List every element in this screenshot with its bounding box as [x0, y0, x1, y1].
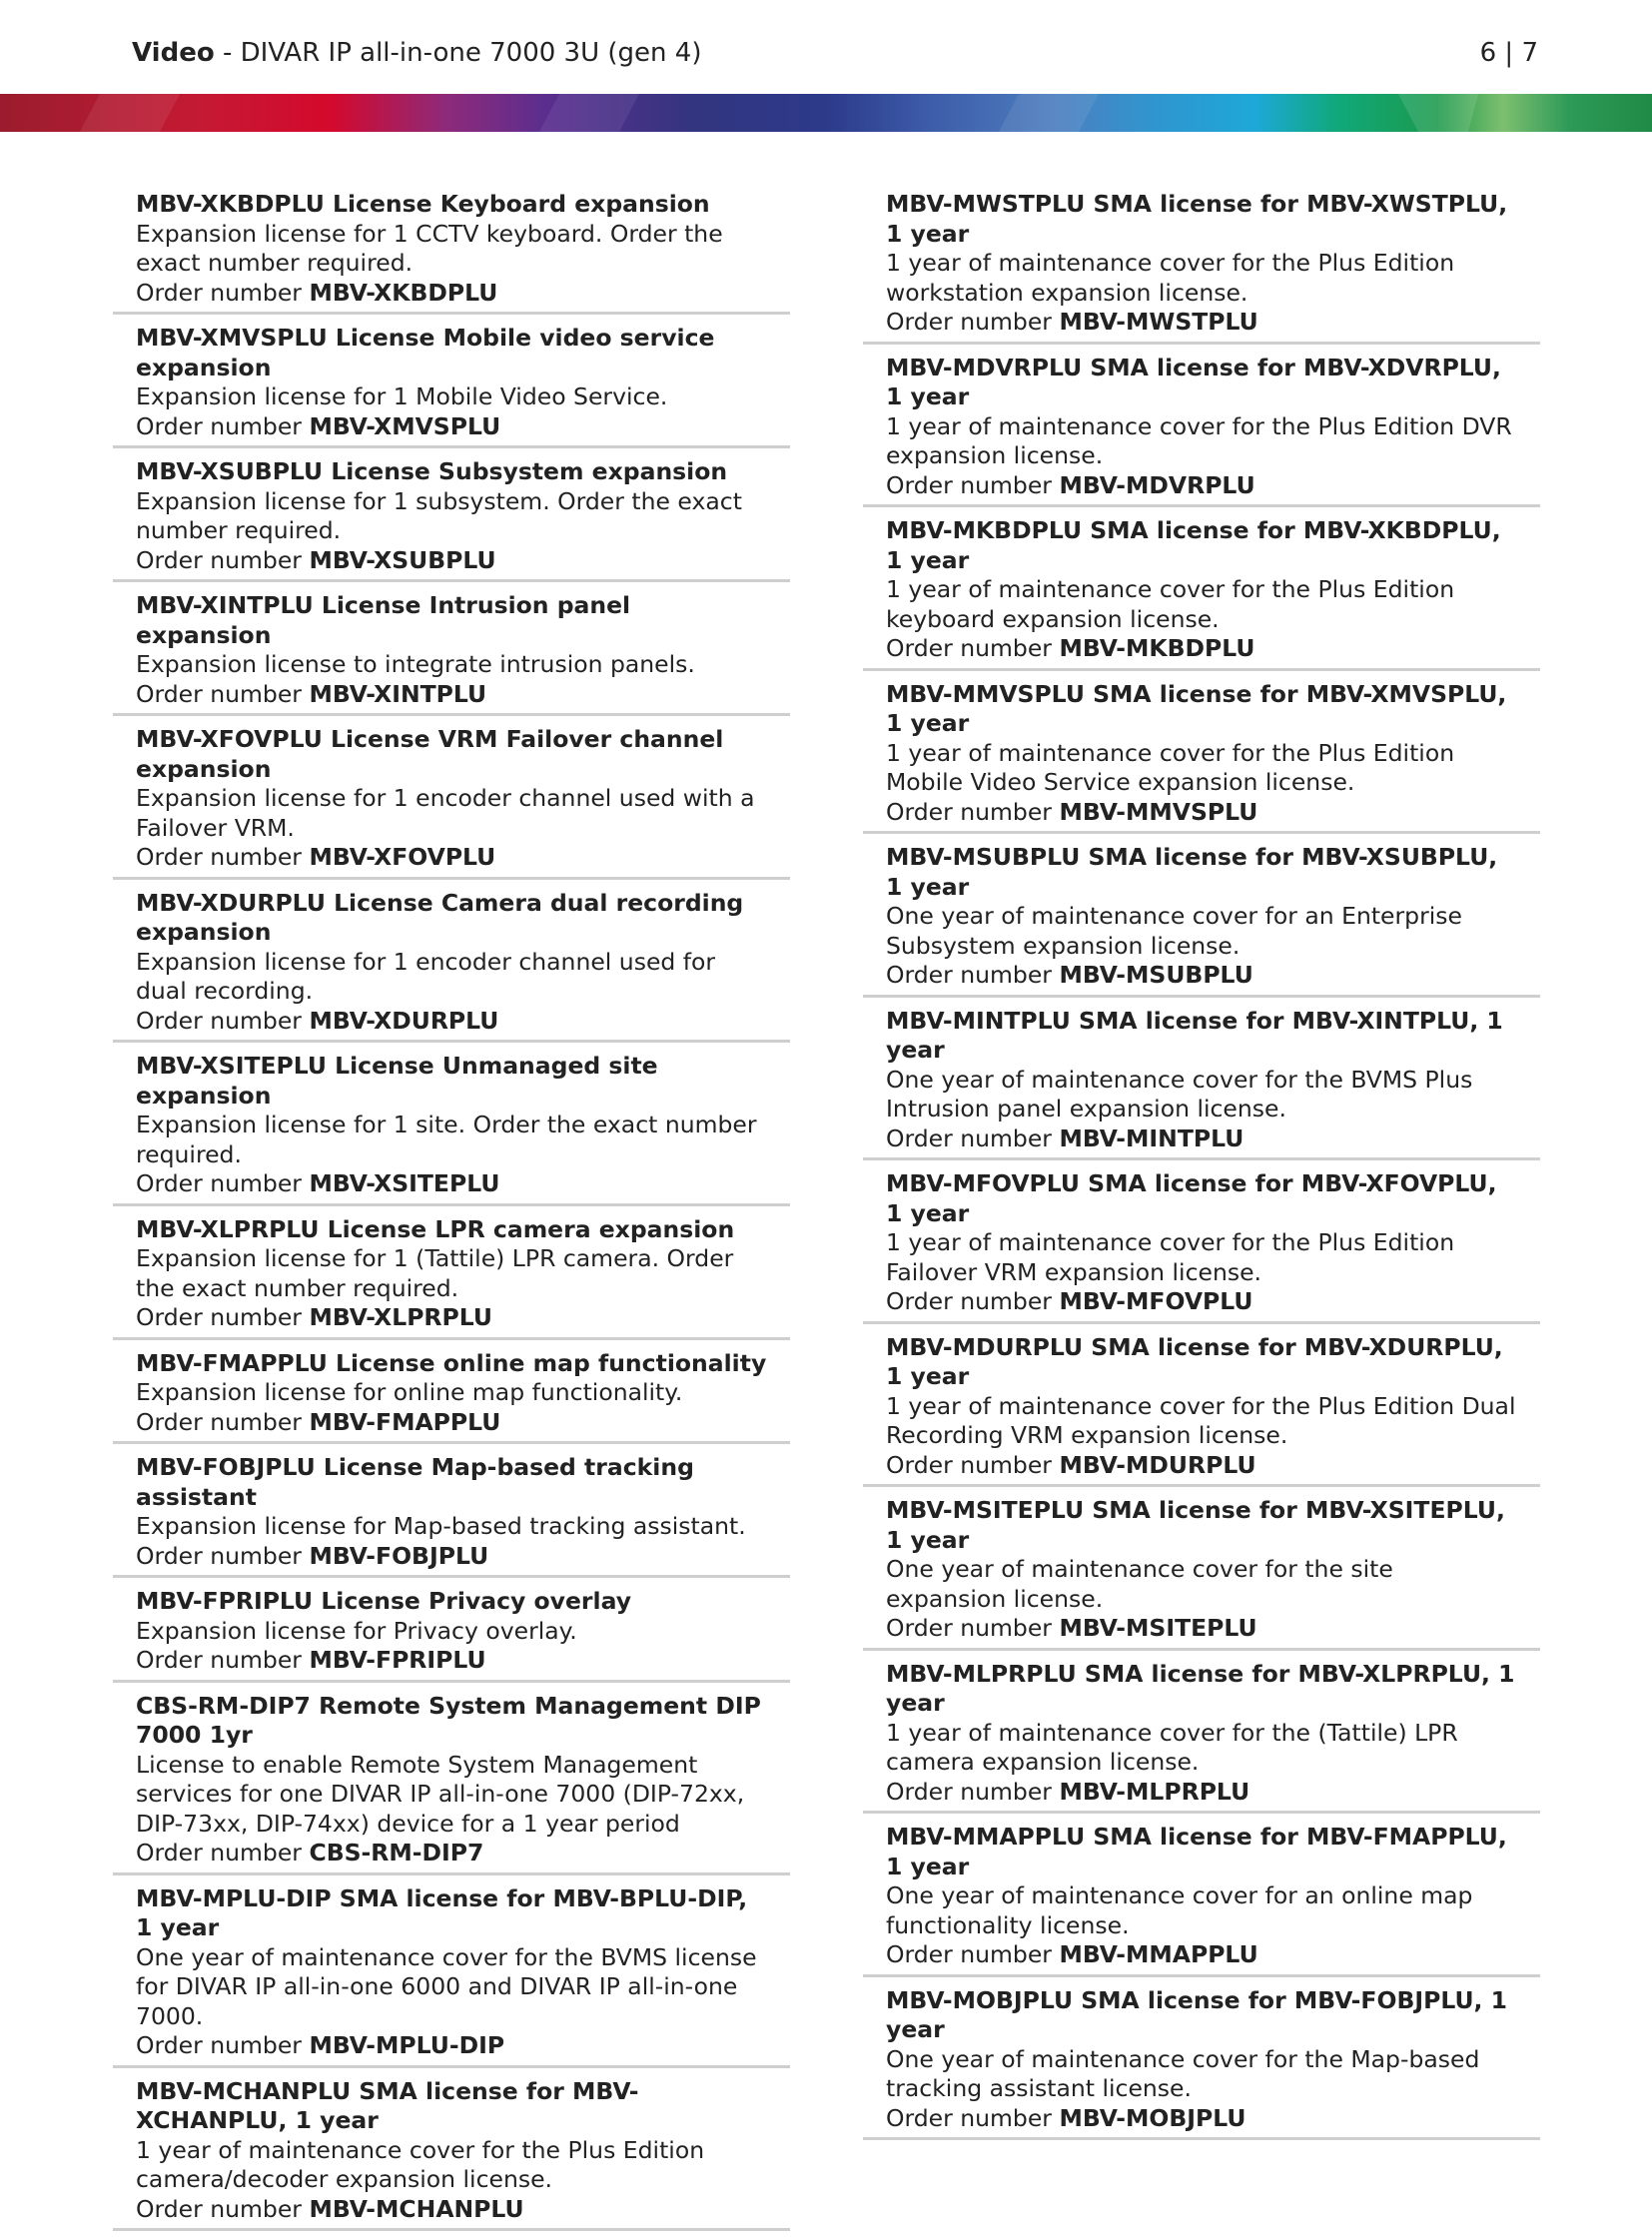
- license-entry: [113, 725, 790, 880]
- entry-order-number: [136, 279, 767, 309]
- entry-order-number: [886, 634, 1517, 664]
- entry-order-number: [886, 1940, 1517, 1970]
- order-number-label: Order number: [136, 1407, 310, 1436]
- entry-title: MBV-MMAPPLU SMA license for MBV-FMAPPLU, 1 year: [886, 1823, 1507, 1880]
- entry-title: MBV-FMAPPLU License online map functionality: [136, 1348, 767, 1377]
- order-number-label: Order number: [886, 1614, 1060, 1642]
- page-header: [132, 36, 1538, 76]
- header-product: DIVAR IP all-in-one 7000 3U (gen 4): [240, 38, 702, 68]
- entry-description: License to enable Remote System Management services for one DIVAR IP all-in-one 7000 (DIP-72xx, DIP-73xx, DIP-74xx) device for a 1 year period: [136, 1750, 745, 1838]
- entry-description: Expansion license for 1 site. Order the exact number required.: [136, 1111, 757, 1168]
- license-entry: [113, 1692, 790, 1875]
- entry-order-number: [886, 1124, 1517, 1154]
- license-entry: [863, 190, 1540, 345]
- license-entry: [113, 889, 790, 1044]
- entry-title: MBV-XINTPLU License Intrusion panel expansion: [136, 591, 631, 649]
- order-number-code: MBV-XLPRPLU: [309, 1303, 492, 1331]
- entry-description: 1 year of maintenance cover for the Plus Edition keyboard expansion license.: [886, 575, 1455, 633]
- order-number-label: Order number: [886, 961, 1060, 989]
- entry-description: One year of maintenance cover for the Map-based tracking assistant license.: [886, 2044, 1480, 2102]
- entry-description: Expansion license for 1 encoder channel used with a Failover VRM.: [136, 784, 755, 842]
- order-number-label: Order number: [886, 308, 1060, 336]
- order-number-label: Order number: [136, 1839, 310, 1867]
- header-separator: -: [214, 38, 241, 68]
- entry-title: MBV-XSITEPLU License Unmanaged site expansion: [136, 1052, 658, 1110]
- order-number-code: MBV-XKBDPLU: [309, 278, 498, 307]
- entry-order-number: [886, 471, 1517, 501]
- license-entry: [113, 1587, 790, 1683]
- order-number-label: Order number: [136, 411, 310, 440]
- license-entry: [113, 1884, 790, 2068]
- license-entry: [113, 1349, 790, 1445]
- entry-description: One year of maintenance cover for the BVMS license for DIVAR IP all-in-one 6000 and DIVAR IP all-in-one 7000.: [136, 1942, 757, 2030]
- entry-order-number: [886, 1451, 1517, 1481]
- entry-order-number: [136, 843, 767, 873]
- order-number-label: Order number: [136, 1541, 310, 1570]
- order-number-label: Order number: [136, 2194, 310, 2223]
- entry-order-number: [136, 1408, 767, 1438]
- order-number-code: MBV-MOBJPLU: [1059, 2103, 1246, 2132]
- entry-description: 1 year of maintenance cover for the Plus Edition camera/decoder expansion license.: [136, 2135, 705, 2193]
- entry-title: MBV-MLPRPLU SMA license for MBV-XLPRPLU, 1 year: [886, 1659, 1515, 1717]
- entry-description: Expansion license to integrate intrusion panels.: [136, 650, 695, 678]
- entry-title: MBV-MMVSPLU SMA license for MBV-XMVSPLU, 1 year: [886, 679, 1507, 737]
- license-entry: [113, 1453, 790, 1578]
- order-number-label: Order number: [886, 1450, 1060, 1479]
- license-entry: [863, 1496, 1540, 1651]
- entry-description: Expansion license for 1 Mobile Video Service.: [136, 382, 668, 410]
- entry-description: 1 year of maintenance cover for the Plus Edition Failover VRM expansion license.: [886, 1228, 1455, 1286]
- entry-order-number: [136, 1646, 767, 1676]
- entry-order-number: [886, 308, 1517, 338]
- order-number-code: MBV-FOBJPLU: [309, 1541, 489, 1570]
- entry-title: MBV-MKBDPLU SMA license for MBV-XKBDPLU, 1 year: [886, 516, 1501, 574]
- entry-description: 1 year of maintenance cover for the Plus Edition Dual Recording VRM expansion license.: [886, 1391, 1516, 1449]
- entry-description: One year of maintenance cover for the BVMS Plus Intrusion panel expansion license.: [886, 1065, 1473, 1122]
- entry-description: Expansion license for online map functionality.: [136, 1378, 683, 1406]
- entry-order-number: [136, 412, 767, 442]
- order-number-code: MBV-MSITEPLU: [1059, 1614, 1257, 1642]
- order-number-code: MBV-XINTPLU: [309, 679, 487, 708]
- order-number-code: MBV-MFOVPLU: [1059, 1287, 1253, 1315]
- order-number-label: Order number: [886, 1940, 1060, 1968]
- order-number-code: MBV-MDURPLU: [1059, 1450, 1256, 1479]
- order-number-label: Order number: [136, 1169, 310, 1197]
- entry-title: MBV-XSUBPLU License Subsystem expansion: [136, 457, 728, 485]
- order-number-code: MBV-MWSTPLU: [1059, 308, 1258, 336]
- entry-title: MBV-MINTPLU SMA license for MBV-XINTPLU, 1 year: [886, 1006, 1503, 1064]
- order-number-code: MBV-MPLU-DIP: [309, 2031, 505, 2059]
- entry-description: Expansion license for 1 (Tattile) LPR camera. Order the exact number required.: [136, 1244, 734, 1302]
- entry-order-number: [886, 798, 1517, 828]
- entry-description: One year of maintenance cover for an online map functionality license.: [886, 1881, 1473, 1939]
- order-number-label: Order number: [136, 1646, 310, 1674]
- entry-title: MBV-MDURPLU SMA license for MBV-XDURPLU, 1 year: [886, 1332, 1503, 1390]
- entry-order-number: [886, 1614, 1517, 1644]
- license-entry: [863, 516, 1540, 671]
- license-entry: [113, 190, 790, 315]
- entry-description: Expansion license for 1 CCTV keyboard. Order the exact number required.: [136, 219, 723, 277]
- order-number-label: Order number: [136, 843, 310, 871]
- license-entry: [113, 591, 790, 716]
- entry-order-number: [136, 680, 767, 710]
- order-number-label: Order number: [886, 797, 1060, 826]
- order-number-code: MBV-XSITEPLU: [309, 1169, 500, 1197]
- order-number-code: MBV-MMAPPLU: [1059, 1940, 1258, 1968]
- entry-order-number: [136, 1542, 767, 1572]
- order-number-label: Order number: [136, 1006, 310, 1035]
- license-entry: [863, 1169, 1540, 1324]
- order-number-code: MBV-FPRIPLU: [309, 1646, 486, 1674]
- order-number-code: MBV-MDVRPLU: [1059, 470, 1255, 499]
- entry-description: Expansion license for Privacy overlay.: [136, 1616, 577, 1645]
- entry-order-number: [136, 2031, 767, 2061]
- order-number-label: Order number: [136, 2031, 310, 2059]
- page-number: 6 | 7: [1479, 38, 1538, 68]
- license-entry: [863, 1660, 1540, 1815]
- entry-order-number: [136, 1169, 767, 1199]
- license-entry: [863, 1823, 1540, 1977]
- order-number-label: Order number: [886, 470, 1060, 499]
- entry-order-number: [136, 1839, 767, 1868]
- entry-description: 1 year of maintenance cover for the (Tattile) LPR camera expansion license.: [886, 1718, 1458, 1776]
- order-number-label: Order number: [136, 545, 310, 574]
- license-entry: [863, 680, 1540, 835]
- order-number-label: Order number: [136, 679, 310, 708]
- order-number-code: MBV-MLPRPLU: [1059, 1777, 1250, 1806]
- order-number-code: MBV-MKBDPLU: [1059, 634, 1255, 662]
- order-number-label: Order number: [136, 278, 310, 307]
- entry-description: One year of maintenance cover for an Enterprise Subsystem expansion license.: [886, 902, 1462, 960]
- license-entry: [113, 2077, 790, 2232]
- entry-title: MBV-FPRIPLU License Privacy overlay: [136, 1587, 632, 1615]
- entry-description: One year of maintenance cover for the site expansion license.: [886, 1555, 1393, 1613]
- entry-description: Expansion license for Map-based tracking assistant.: [136, 1512, 746, 1540]
- order-number-code: MBV-FMAPPLU: [309, 1407, 501, 1436]
- entry-order-number: [886, 1287, 1517, 1317]
- entry-order-number: [136, 1007, 767, 1037]
- license-entry: [113, 1052, 790, 1206]
- entry-title: MBV-MCHANPLU SMA license for MBV-XCHANPLU, 1 year: [136, 2076, 639, 2134]
- order-number-code: MBV-XDURPLU: [309, 1006, 499, 1035]
- entry-description: Expansion license for 1 encoder channel used for dual recording.: [136, 947, 716, 1005]
- entry-title: MBV-MSUBPLU SMA license for MBV-XSUBPLU, 1 year: [886, 843, 1498, 901]
- entry-title: MBV-XLPRPLU License LPR camera expansion: [136, 1214, 735, 1243]
- license-entry: [113, 457, 790, 582]
- entry-description: 1 year of maintenance cover for the Plus Edition workstation expansion license.: [886, 249, 1455, 307]
- order-number-code: MBV-XSUBPLU: [309, 545, 496, 574]
- order-number-label: Order number: [886, 2103, 1060, 2132]
- license-entry: [863, 843, 1540, 998]
- license-entry: [863, 354, 1540, 508]
- entry-description: 1 year of maintenance cover for the Plus Edition Mobile Video Service expansion license.: [886, 738, 1455, 796]
- entry-order-number: [136, 546, 767, 576]
- entry-order-number: [136, 2195, 767, 2225]
- entry-description: Expansion license for 1 subsystem. Order the exact number required.: [136, 486, 742, 544]
- order-number-label: Order number: [886, 1287, 1060, 1315]
- license-entry: [113, 1215, 790, 1340]
- entry-title: MBV-MOBJPLU SMA license for MBV-FOBJPLU, 1 year: [886, 1985, 1508, 2043]
- entry-title: MBV-XMVSPLU License Mobile video service expansion: [136, 324, 715, 381]
- header-section: Video: [132, 38, 215, 68]
- entry-title: MBV-FOBJPLU License Map-based tracking assistant: [136, 1453, 694, 1511]
- order-number-code: MBV-MCHANPLU: [309, 2194, 524, 2223]
- entry-title: MBV-XDURPLU License Camera dual recording expansion: [136, 888, 744, 946]
- entry-title: MBV-MFOVPLU SMA license for MBV-XFOVPLU, 1 year: [886, 1169, 1497, 1227]
- order-number-label: Order number: [886, 1123, 1060, 1152]
- order-number-label: Order number: [886, 1777, 1060, 1806]
- entry-order-number: [136, 1303, 767, 1333]
- entry-title: CBS-RM-DIP7 Remote System Management DIP 7000 1yr: [136, 1691, 761, 1749]
- brand-color-band: [0, 94, 1652, 132]
- order-number-code: MBV-XFOVPLU: [309, 843, 496, 871]
- license-entry: [863, 1333, 1540, 1488]
- entry-title: MBV-XKBDPLU License Keyboard expansion: [136, 190, 710, 218]
- order-number-code: MBV-MINTPLU: [1059, 1123, 1244, 1152]
- entry-title: MBV-MSITEPLU SMA license for MBV-XSITEPLU, 1 year: [886, 1496, 1505, 1554]
- license-entry: [863, 1986, 1540, 2141]
- order-number-label: Order number: [886, 634, 1060, 662]
- entry-title: MBV-MWSTPLU SMA license for MBV-XWSTPLU, 1 year: [886, 190, 1508, 248]
- entry-order-number: [886, 961, 1517, 991]
- entry-order-number: [886, 2104, 1517, 2134]
- entry-description: 1 year of maintenance cover for the Plus Edition DVR expansion license.: [886, 411, 1512, 469]
- order-number-code: MBV-MSUBPLU: [1059, 961, 1253, 989]
- entry-title: MBV-MPLU-DIP SMA license for MBV-BPLU-DIP, 1 year: [136, 1883, 748, 1941]
- order-number-code: MBV-MMVSPLU: [1059, 797, 1258, 826]
- entry-title: MBV-MDVRPLU SMA license for MBV-XDVRPLU, 1 year: [886, 353, 1501, 410]
- license-entry: [863, 1007, 1540, 1161]
- entry-order-number: [886, 1778, 1517, 1808]
- license-entry: [113, 324, 790, 448]
- order-number-label: Order number: [136, 1303, 310, 1331]
- right-column: [863, 190, 1540, 2149]
- order-number-code: CBS-RM-DIP7: [309, 1839, 484, 1867]
- left-column: [113, 190, 790, 2240]
- entry-title: MBV-XFOVPLU License VRM Failover channel expansion: [136, 725, 724, 783]
- order-number-code: MBV-XMVSPLU: [309, 411, 501, 440]
